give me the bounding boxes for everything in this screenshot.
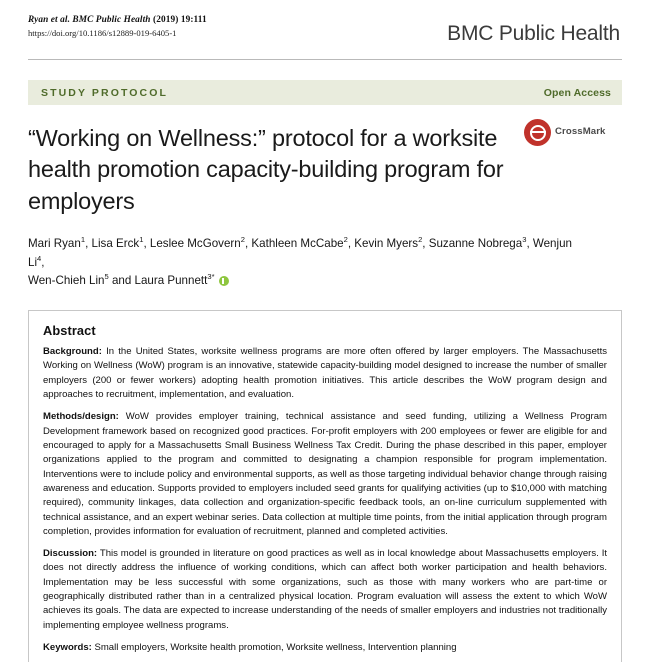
crossmark-label: CrossMark xyxy=(555,126,606,137)
open-access-label: Open Access xyxy=(543,86,611,99)
abstract-section-background xyxy=(43,345,607,402)
title-area xyxy=(28,123,622,217)
crossmark-icon xyxy=(524,119,551,146)
abstract-discussion-text: This model is grounded in literature on good practices as well as in local knowledge about Massachusetts employers. It does not directly address the influence of working conditions, which can affect both worker participation and health behaviors. Implementation may be less successful with some organizations, such as those with many workers who are part-time or geographically distributed rather than in a centralized physical location. Program evaluation will assess the extent to which WoW achieves its goals. The data are expected to increase understanding of the needs of smaller employers and industries not traditionally implementing employee wellness programs. xyxy=(43,548,607,631)
citation-block xyxy=(28,12,207,40)
author-line-2 xyxy=(28,272,582,291)
header-divider xyxy=(28,59,622,60)
abstract-section-discussion xyxy=(43,547,607,633)
crossmark-badge[interactable] xyxy=(524,119,616,153)
citation-line xyxy=(28,14,207,27)
abstract-heading: Abstract xyxy=(43,323,96,339)
orcid-icon[interactable] xyxy=(219,276,229,286)
article-type-label: STUDY PROTOCOL xyxy=(41,86,169,99)
abstract-methods-label: Methods/design: xyxy=(43,411,119,423)
doi-link[interactable]: https://doi.org/10.1186/s12889-019-6405-1 xyxy=(28,28,177,39)
author-line-1: Mari Ryan$^1$, Lisa Erck$^1$, Leslee McGovern$^2$, Kathleen McCabe$^2$, Kevin Myers$^2$, Suzanne Nobrega$^3$, Wenjun Li$^4$, xyxy=(28,234,572,269)
abstract-discussion-label: Discussion: xyxy=(43,548,98,560)
journal-logo: BMC Public Health xyxy=(447,22,620,45)
article-type-banner xyxy=(28,80,622,105)
page-header xyxy=(28,0,622,46)
abstract-section-methods xyxy=(43,410,607,539)
author-list xyxy=(28,235,622,291)
page-title: “Working on Wellness:” protocol for a worksite health promotion capacity-building program for employers xyxy=(28,125,504,214)
keywords-line xyxy=(43,641,607,655)
abstract-panel xyxy=(28,310,622,662)
citation-journal-text: Ryan et al. BMC Public Health xyxy=(28,15,151,25)
author-line-2-names: Wen-Chieh Lin$^5$ and Laura Punnett$^{3*}$ xyxy=(28,272,215,288)
abstract-methods-text: WoW provides employer training, technical assistance and seed funding, utilizing a Wellness Program Development framework based on recognized good practices. For-profit employers with 200 employees or fewer are eligible for and encouraged to apply for a Massachusetts Small Business Wellness Tax Credit. During the phase described in this paper, employer organizations applied to the program and committed to designating a champion responsible for program implementation. Interventions were to include policy and environmental supports, as well as those targeting individual behavior change through raising awareness and education. Supports provided to employers included seed grants for qualifying activities (up to $10,000 with matching required), community linkages, data collection and organization-specific feedback tools, an on-line curriculum supplemented with technical assistance, and an expert webinar series. Data collection at multiple time points, from the initial application through program completion, provides information for evaluation of recruitment, planned and completed activities. xyxy=(43,411,607,537)
abstract-background-label: Background: xyxy=(43,346,102,358)
keywords-label: Keywords: xyxy=(43,642,92,654)
crossmark-icon-bar xyxy=(530,131,546,133)
abstract-background-text: In the United States, worksite wellness programs are more often offered by larger employers. The Massachusetts Working on Wellness (WoW) program is an innovative, statewide capacity-building model designed to increase the number of smaller employers (200 or fewer workers) adopting health promotion initiatives. This article describes the WoW program design and approaches to recruitment, implementation, and evaluation. xyxy=(43,346,607,401)
citation-volume-text: (2019) 19:111 xyxy=(153,15,207,25)
keywords-text: Small employers, Worksite health promotion, Worksite wellness, Intervention planning xyxy=(91,642,457,654)
